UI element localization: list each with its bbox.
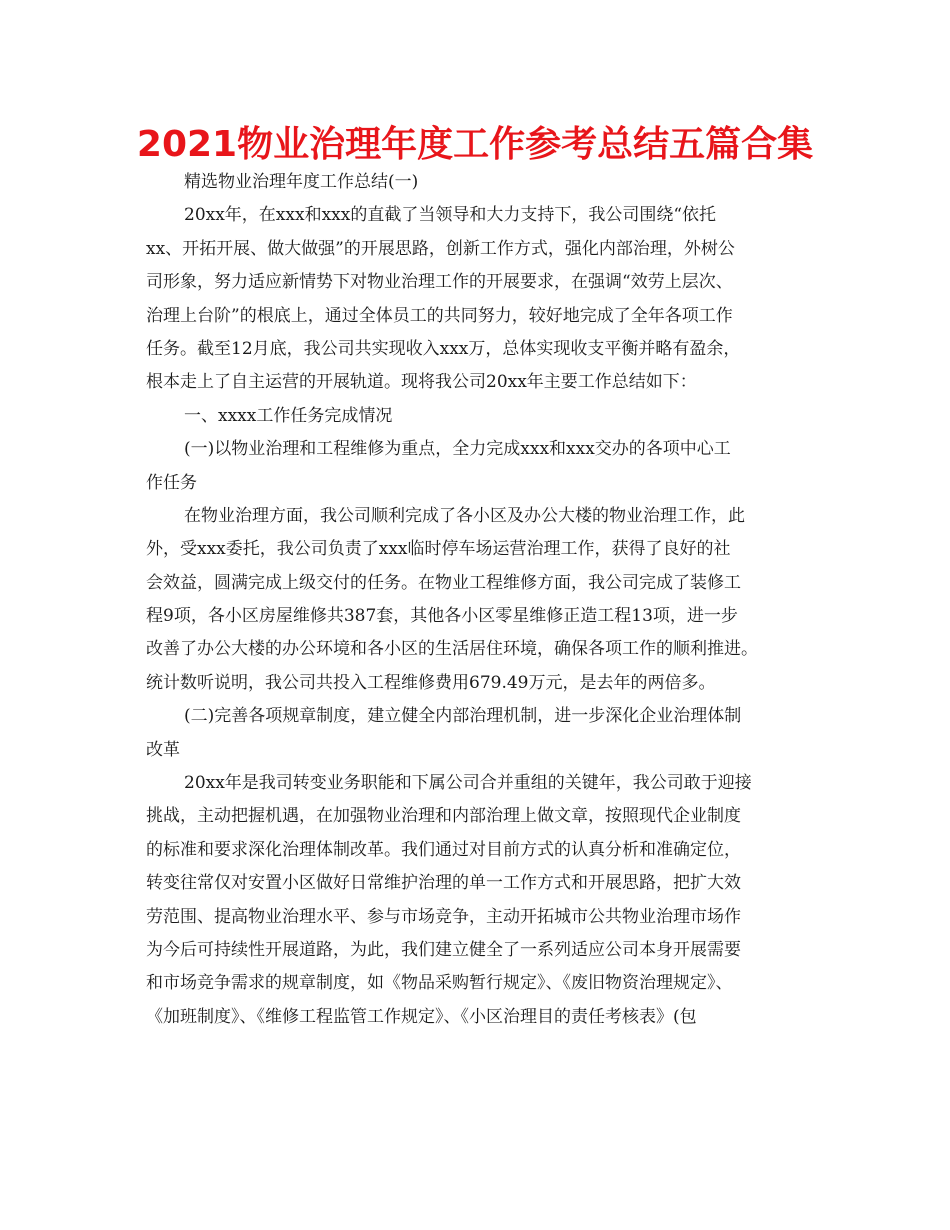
paragraph-line: (二)完善各项规章制度，建立健全内部治理机制，进一步深化企业治理体制 [184, 706, 742, 727]
paragraph-line: 转变往常仅对安置小区做好日常维护治理的单一工作方式和开展思路，把扩大效 [146, 873, 741, 894]
paragraph-line: 程9项，各小区房屋维修共387套，其他各小区零星维修正造工程13项，进一步 [146, 606, 738, 627]
paragraph-line: 一、xxxx工作任务完成情况 [184, 405, 393, 426]
paragraph-line: 治理上台阶”的根底上，通过全体员工的共同努力，较好地完成了全年各项工作 [146, 305, 733, 326]
paragraph-line: 统计数听说明，我公司共投入工程维修费用679.49万元，是去年的两倍多。 [146, 672, 716, 693]
paragraph-line: 精选物业治理年度工作总结(一) [184, 172, 419, 192]
document-body [146, 166, 810, 1034]
paragraph-line: xx、开拓开展、做大做强”的开展思路，创新工作方式，强化内部治理，外树公 [146, 238, 735, 259]
paragraph-line: (一)以物业治理和工程维修为重点，全力完成xxx和xxx交办的各项中心工 [184, 439, 731, 460]
paragraph-line: 任务。截至12月底，我公司共实现收入xxx万，总体实现收支平衡并略有盈余， [146, 338, 741, 359]
paragraph-line: 20xx年，在xxx和xxx的直截了当领导和大力支持下，我公司围绕“依托 [184, 205, 717, 226]
paragraph-line: 挑战，主动把握机遇，在加强物业治理和内部治理上做文章，按照现代企业制度 [146, 806, 741, 827]
document-title: 2021物业治理年度工作参考总结五篇合集 [136, 124, 814, 165]
paragraph-line: 外，受xxx委托，我公司负责了xxx临时停车场运营治理工作，获得了良好的社 [146, 539, 731, 560]
paragraph-line: 司形象，努力适应新情势下对物业治理工作的开展要求，在强调“效劳上层次、 [146, 272, 733, 293]
paragraph-line: 改善了办公大楼的办公环境和各小区的生活居住环境，确保各项工作的顺利推进。 [146, 639, 758, 660]
paragraph-line: 20xx年是我司转变业务职能和下属公司合并重组的关键年，我公司敢于迎接 [184, 773, 752, 794]
paragraph-line: 改革 [146, 739, 180, 760]
paragraph-line: 作任务 [146, 472, 197, 493]
paragraph-line: 和市场竞争需求的规章制度，如《物品采购暂行规定》、《废旧物资治理规定》、 [146, 973, 733, 994]
paragraph-line: 《加班制度》、《维修工程监管工作规定》、《小区治理目的责任考核表》(包 [146, 1006, 697, 1027]
paragraph-line: 为今后可持续性开展道路，为此，我们建立健全了一系列适应公司本身开展需要 [146, 939, 741, 960]
paragraph-line: 根本走上了自主运营的开展轨道。现将我公司20xx年主要工作总结如下： [146, 372, 697, 393]
paragraph-line: 会效益，圆满完成上级交付的任务。在物业工程维修方面，我公司完成了装修工 [146, 572, 741, 593]
paragraph-line: 的标准和要求深化治理体制改革。我们通过对目前方式的认真分析和准确定位， [146, 839, 741, 860]
paragraph-line: 劳范围、提高物业治理水平、参与市场竞争，主动开拓城市公共物业治理市场作 [146, 906, 741, 927]
paragraph-line: 在物业治理方面，我公司顺利完成了各小区及办公大楼的物业治理工作，此 [184, 505, 745, 526]
